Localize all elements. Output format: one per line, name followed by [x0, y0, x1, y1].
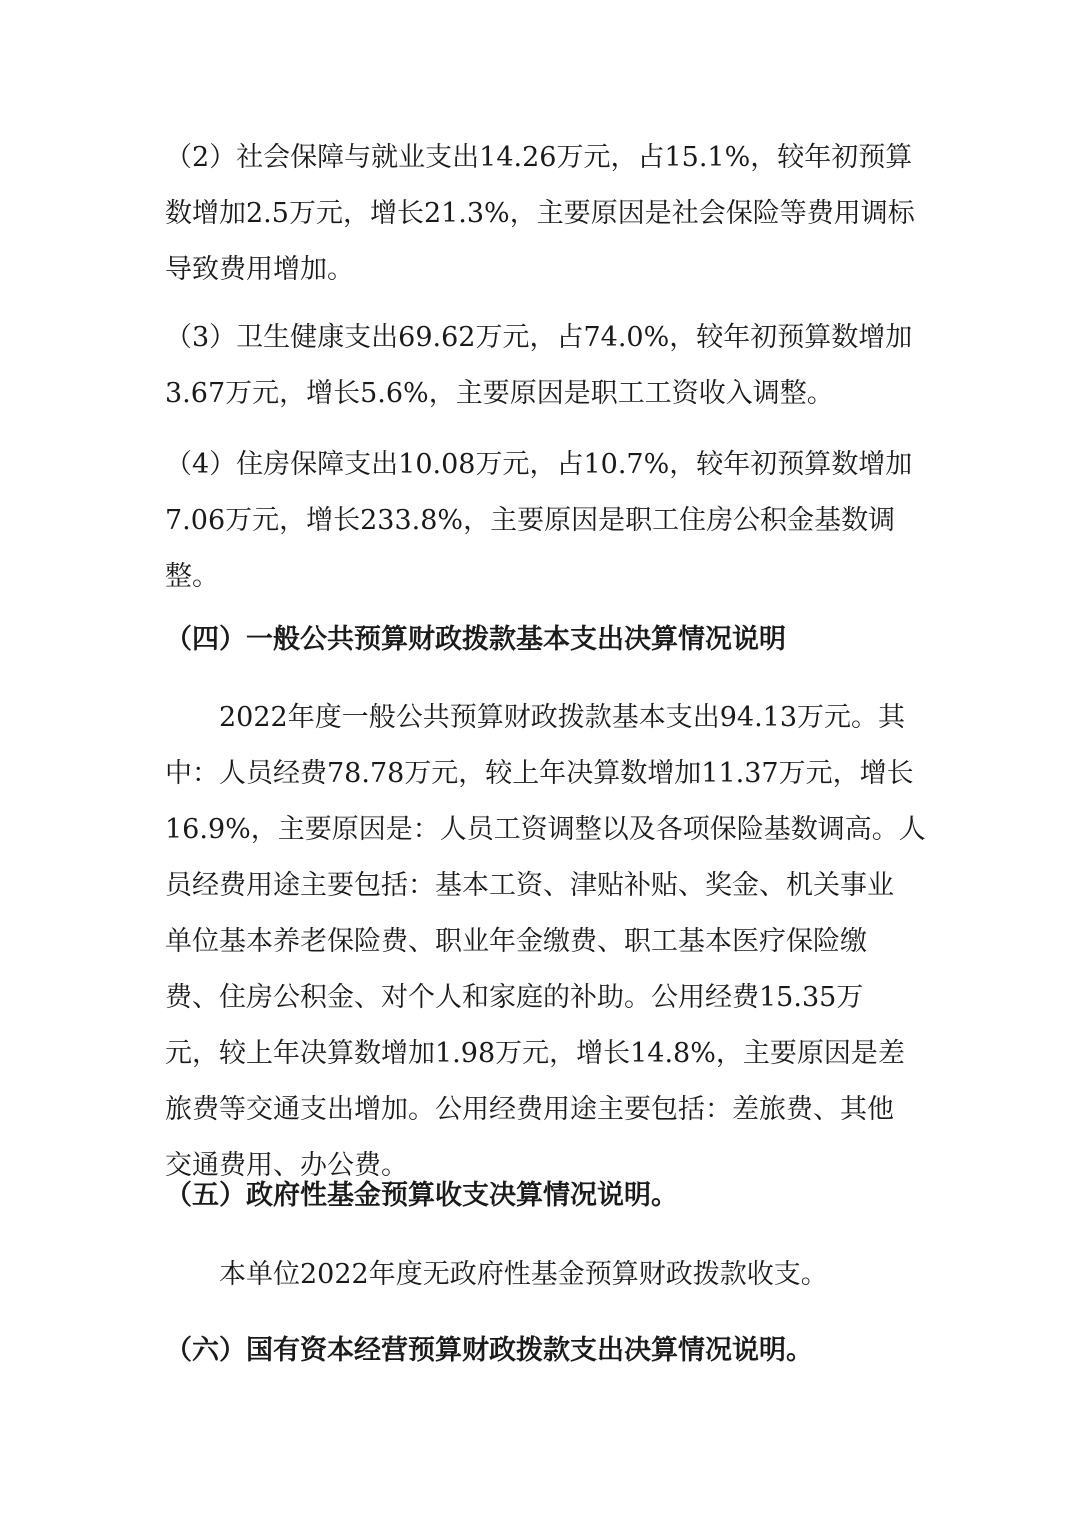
text-line: 单位基本养老保险费、职业年金缴费、职工基本医疗保险缴	[165, 926, 867, 957]
text-line: 元，较上年决算数增加1.98万元，增长14.8%，主要原因是差	[165, 1038, 905, 1069]
paragraph-government-fund	[165, 1247, 925, 1303]
text-line: 2022年度一般公共预算财政拨款基本支出94.13万元。其	[165, 702, 906, 733]
paragraph-basic-expenditure	[165, 690, 925, 1194]
paragraph-health-expenditure	[165, 310, 925, 422]
paragraph-social-security-expenditure	[165, 130, 925, 298]
text-line: 费、住房公积金、对个人和家庭的补助。公用经费15.35万	[165, 982, 864, 1013]
text-line: （4）住房保障支出10.08万元，占10.7%，较年初预算数增加	[165, 449, 913, 480]
text-line: （2）社会保障与就业支出14.26万元，占15.1%，较年初预算	[165, 142, 913, 173]
text-line: 整。	[165, 561, 219, 592]
text-line: （3）卫生健康支出69.62万元，占74.0%，较年初预算数增加	[165, 322, 913, 353]
text-line: 导致费用增加。	[165, 254, 354, 285]
section-heading-state-capital: （六）国有资本经营预算财政拨款支出决算情况说明。	[165, 1335, 813, 1366]
text-line: 员经费用途主要包括：基本工资、津贴补贴、奖金、机关事业	[165, 870, 894, 901]
text-line: 旅费等交通支出增加。公用经费用途主要包括：差旅费、其他	[165, 1094, 894, 1125]
paragraph-housing-expenditure	[165, 437, 925, 605]
text-line: 本单位2022年度无政府性基金预算财政拨款收支。	[165, 1259, 828, 1290]
text-line: 交通费用、办公费。	[165, 1150, 408, 1181]
text-line: 3.67万元，增长5.6%，主要原因是职工工资收入调整。	[165, 378, 834, 409]
section-heading-government-fund: （五）政府性基金预算收支决算情况说明。	[165, 1180, 678, 1211]
text-line: 中：人员经费78.78万元，较上年决算数增加11.37万元，增长	[165, 758, 914, 789]
text-line: 数增加2.5万元，增长21.3%，主要原因是社会保险等费用调标	[165, 198, 915, 229]
section-heading-basic-expenditure: （四）一般公共预算财政拨款基本支出决算情况说明	[165, 624, 786, 655]
text-line: 7.06万元，增长233.8%，主要原因是职工住房公积金基数调	[165, 505, 896, 536]
text-line: 16.9%，主要原因是：人员工资调整以及各项保险基数调高。人	[165, 814, 926, 845]
